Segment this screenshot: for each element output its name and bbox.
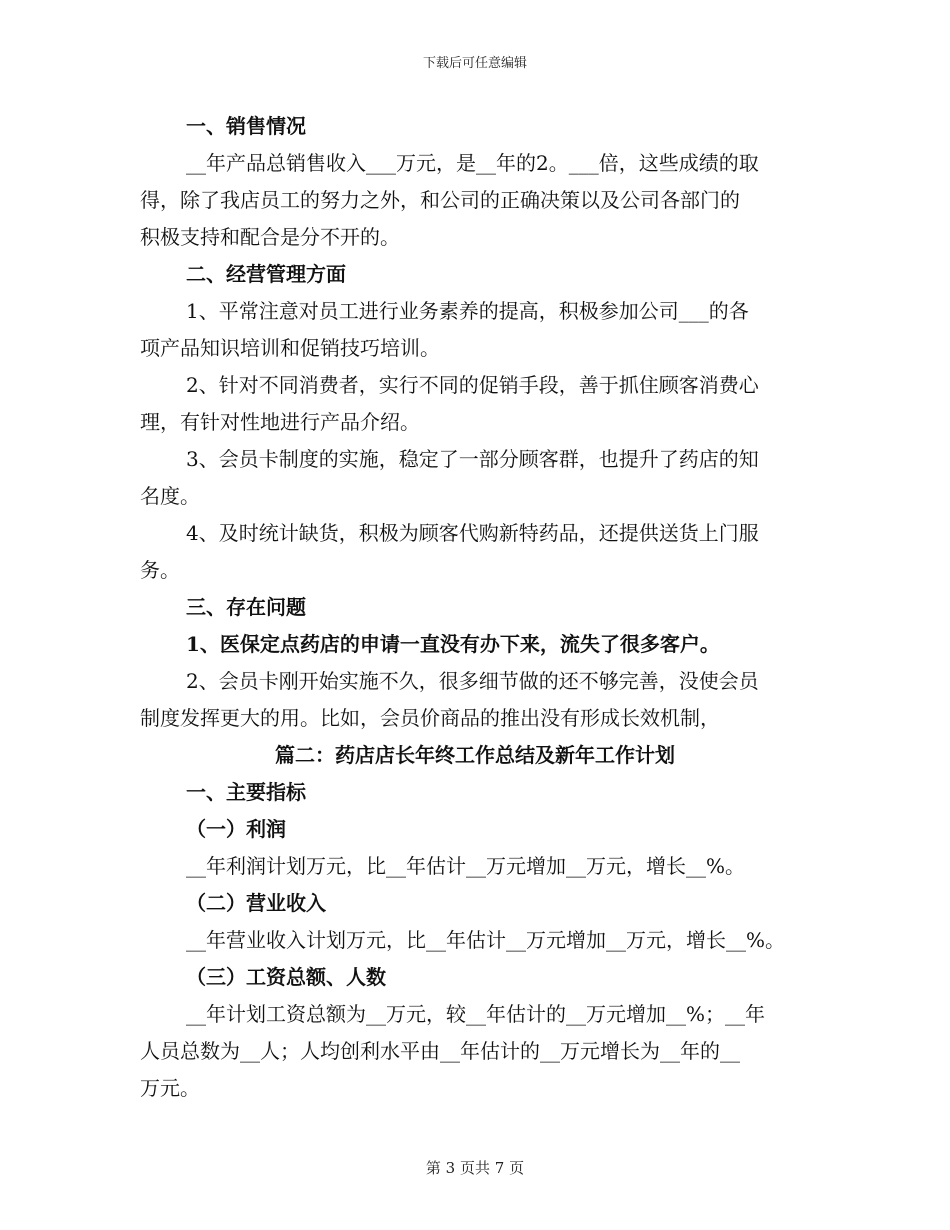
paragraph-line: 理，有针对性地进行产品介绍。 (140, 410, 420, 434)
section-heading: 二、经营管理方面 (186, 262, 346, 286)
paragraph-line: 2、针对不同消费者，实行不同的促销手段，善于抓住顾客消费心 (186, 373, 759, 397)
paragraph-line: 得，除了我店员工的努力之外，和公司的正确决策以及公司各部门的 (140, 188, 740, 212)
page-footer: 第 3 页共 7 页 (425, 1159, 525, 1177)
subsection-heading: （一）利润 (186, 817, 286, 841)
paragraph-line: 人员总数为__人；人均创利水平由__年估计的__万元增长为__年的__ (140, 1039, 740, 1063)
paragraph-line: 积极支持和配合是分不开的。 (140, 225, 400, 249)
section-heading: 一、主要指标 (186, 780, 306, 804)
page-header: 下载后可任意编辑 (422, 56, 527, 71)
paragraph-line: 务。 (140, 558, 180, 582)
section-heading: 一、销售情况 (186, 114, 306, 138)
bold-paragraph-line: 1、医保定点药店的申请一直没有办下来，流失了很多客户。 (186, 632, 720, 656)
paragraph-line: 制度发挥更大的用。比如，会员价商品的推出没有形成长效机制， (140, 706, 720, 730)
paragraph-line: 名度。 (140, 484, 200, 508)
paragraph-line: 2、会员卡刚开始实施不久，很多细节做的还不够完善，没使会员 (186, 669, 759, 693)
section-heading: 三、存在问题 (186, 595, 306, 619)
page-content (140, 108, 810, 1107)
subsection-heading: （二）营业收入 (186, 891, 326, 915)
paragraph-line: 4、及时统计缺货，积极为顾客代购新特药品，还提供送货上门服 (186, 521, 759, 545)
paragraph-line: __年产品总销售收入___万元，是__年的2。___倍，这些成绩的取 (186, 151, 759, 175)
article-title: 篇二：药店店长年终工作总结及新年工作计划 (275, 743, 675, 767)
paragraph-line: __年营业收入计划万元，比__年估计__万元增加__万元，增长__%。 (186, 928, 786, 952)
paragraph-line: 3、会员卡制度的实施，稳定了一部分顾客群，也提升了药店的知 (186, 447, 759, 471)
paragraph-line: 1、平常注意对员工进行业务素养的提高，积极参加公司___的各 (186, 299, 749, 323)
subsection-heading: （三）工资总额、人数 (186, 965, 386, 989)
paragraph-line: __年计划工资总额为__万元，较__年估计的__万元增加__%；__年 (186, 1002, 766, 1026)
paragraph-line: 万元。 (140, 1076, 200, 1100)
paragraph-line: __年利润计划万元，比__年估计__万元增加__万元，增长__%。 (186, 854, 746, 878)
paragraph-line: 项产品知识培训和促销技巧培训。 (140, 336, 440, 360)
